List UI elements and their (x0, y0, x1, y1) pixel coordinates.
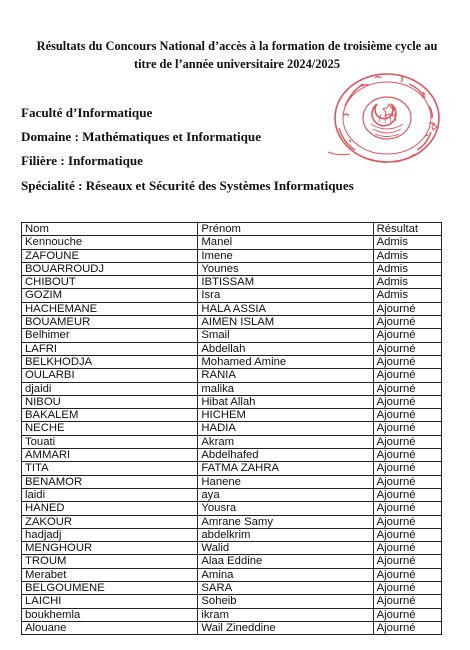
table-row (22, 382, 442, 395)
cell-nom: BOUAMEUR (22, 316, 198, 329)
cell-prenom: Amrane Samy (198, 515, 373, 528)
cell-resultat: Ajourné (373, 409, 441, 422)
cell-nom: Kennouche (22, 236, 198, 249)
cell-prenom: Abdelhafed (198, 449, 373, 462)
cell-nom: OULARBI (22, 369, 198, 382)
table-row (22, 369, 442, 382)
cell-resultat: Admis (373, 249, 441, 262)
official-stamp (325, 66, 443, 172)
cell-resultat: Admis (373, 236, 441, 249)
cell-prenom: Wail Zineddine (198, 621, 373, 634)
table-row (22, 488, 442, 501)
table-row (22, 608, 442, 621)
cell-resultat: Ajourné (373, 395, 441, 408)
faculty-line: Faculté d’Informatique (21, 105, 153, 120)
cell-nom: ZAKOUR (22, 515, 198, 528)
table-header-row (22, 223, 442, 236)
cell-resultat: Ajourné (373, 316, 441, 329)
table-row (22, 595, 442, 608)
cell-prenom: Amina (198, 568, 373, 581)
table-row (22, 395, 442, 408)
table-row (22, 422, 442, 435)
table-row (22, 555, 442, 568)
cell-resultat: Admis (373, 289, 441, 302)
cell-resultat: Ajourné (373, 449, 441, 462)
cell-nom: BENAMOR (22, 475, 198, 488)
cell-nom: TITA (22, 462, 198, 475)
cell-resultat: Ajourné (373, 528, 441, 541)
cell-prenom: AIMEN ISLAM (198, 316, 373, 329)
cell-prenom: HALA ASSIA (198, 302, 373, 315)
cell-prenom: aya (198, 488, 373, 501)
cell-nom: CHIBOUT (22, 276, 198, 289)
cell-resultat: Admis (373, 276, 441, 289)
cell-prenom: Younes (198, 262, 373, 275)
cell-nom: Alouane (22, 621, 198, 634)
cell-nom: boukhemla (22, 608, 198, 621)
cell-prenom: HICHEM (198, 409, 373, 422)
field-line: Filière : Informatique (21, 153, 143, 168)
cell-prenom: FATMA ZAHRA (198, 462, 373, 475)
cell-nom: BOUARROUDJ (22, 262, 198, 275)
results-table (21, 222, 442, 635)
cell-nom: BELKHODJA (22, 355, 198, 368)
cell-prenom: Alaa Eddine (198, 555, 373, 568)
cell-resultat: Ajourné (373, 582, 441, 595)
cell-nom: ZAFOUNE (22, 249, 198, 262)
cell-resultat: Ajourné (373, 302, 441, 315)
header-resultat: Résultat (373, 223, 441, 236)
cell-resultat: Ajourné (373, 515, 441, 528)
cell-resultat: Ajourné (373, 555, 441, 568)
cell-resultat: Ajourné (373, 382, 441, 395)
cell-nom: LAFRI (22, 342, 198, 355)
table-row (22, 342, 442, 355)
cell-nom: Touati (22, 435, 198, 448)
cell-nom: NECHE (22, 422, 198, 435)
cell-resultat: Ajourné (373, 502, 441, 515)
cell-prenom: SARA (198, 582, 373, 595)
cell-prenom: Imene (198, 249, 373, 262)
cell-prenom: malika (198, 382, 373, 395)
cell-prenom: Hanene (198, 475, 373, 488)
cell-resultat: Ajourné (373, 475, 441, 488)
cell-resultat: Ajourné (373, 422, 441, 435)
cell-resultat: Ajourné (373, 621, 441, 634)
cell-resultat: Ajourné (373, 355, 441, 368)
specialty-line: Spécialité : Réseaux et Sécurité des Systèmes Informatiques (21, 178, 354, 193)
table-row (22, 502, 442, 515)
cell-nom: Merabet (22, 568, 198, 581)
table-row (22, 449, 442, 462)
table-row (22, 462, 442, 475)
table-row (22, 262, 442, 275)
table-row (22, 515, 442, 528)
cell-resultat: Ajourné (373, 568, 441, 581)
table-row (22, 249, 442, 262)
document-title: Résultats du Concours National d’accès à la formation de troisième cycle au titre de l’année universitaire 2024/2025 (36, 39, 438, 71)
cell-prenom: Manel (198, 236, 373, 249)
cell-nom: hadjadj (22, 528, 198, 541)
cell-resultat: Ajourné (373, 595, 441, 608)
table-row (22, 409, 442, 422)
cell-prenom: Yousra (198, 502, 373, 515)
table-row (22, 542, 442, 555)
cell-nom: LAICHI (22, 595, 198, 608)
cell-nom: Belhimer (22, 329, 198, 342)
domain-line: Domaine : Mathématiques et Informatique (21, 129, 262, 144)
cell-resultat: Ajourné (373, 342, 441, 355)
cell-nom: BELGOUMENE (22, 582, 198, 595)
cell-resultat: Ajourné (373, 488, 441, 501)
cell-resultat: Ajourné (373, 329, 441, 342)
cell-nom: HACHEMANE (22, 302, 198, 315)
cell-prenom: ikram (198, 608, 373, 621)
table-row (22, 302, 442, 315)
cell-nom: laidi (22, 488, 198, 501)
table-row (22, 276, 442, 289)
table-row (22, 475, 442, 488)
cell-prenom: RANIA (198, 369, 373, 382)
table-row (22, 621, 442, 634)
table-row (22, 568, 442, 581)
table-row (22, 355, 442, 368)
cell-prenom: Walid (198, 542, 373, 555)
header-nom: Nom (22, 223, 198, 236)
cell-resultat: Ajourné (373, 435, 441, 448)
cell-nom: djaidi (22, 382, 198, 395)
cell-prenom: abdelkrim (198, 528, 373, 541)
table-row (22, 528, 442, 541)
cell-prenom: Smail (198, 329, 373, 342)
cell-nom: NIBOU (22, 395, 198, 408)
header-prenom: Prénom (198, 223, 373, 236)
cell-prenom: IBTISSAM (198, 276, 373, 289)
cell-prenom: Isra (198, 289, 373, 302)
cell-nom: MENGHOUR (22, 542, 198, 555)
cell-prenom: Akram (198, 435, 373, 448)
cell-prenom: Abdellah (198, 342, 373, 355)
cell-nom: HANED (22, 502, 198, 515)
cell-nom: BAKALEM (22, 409, 198, 422)
table-row (22, 289, 442, 302)
cell-resultat: Ajourné (373, 608, 441, 621)
cell-resultat: Ajourné (373, 462, 441, 475)
cell-prenom: Hibat Allah (198, 395, 373, 408)
cell-resultat: Admis (373, 262, 441, 275)
cell-resultat: Ajourné (373, 369, 441, 382)
cell-resultat: Ajourné (373, 542, 441, 555)
table-row (22, 435, 442, 448)
cell-nom: GOZIM (22, 289, 198, 302)
table-row (22, 316, 442, 329)
table-row (22, 236, 442, 249)
table-row (22, 582, 442, 595)
cell-nom: TROUM (22, 555, 198, 568)
table-row (22, 329, 442, 342)
cell-prenom: HADIA (198, 422, 373, 435)
cell-prenom: Mohamed Amine (198, 355, 373, 368)
cell-prenom: Soheib (198, 595, 373, 608)
cell-nom: AMMARI (22, 449, 198, 462)
